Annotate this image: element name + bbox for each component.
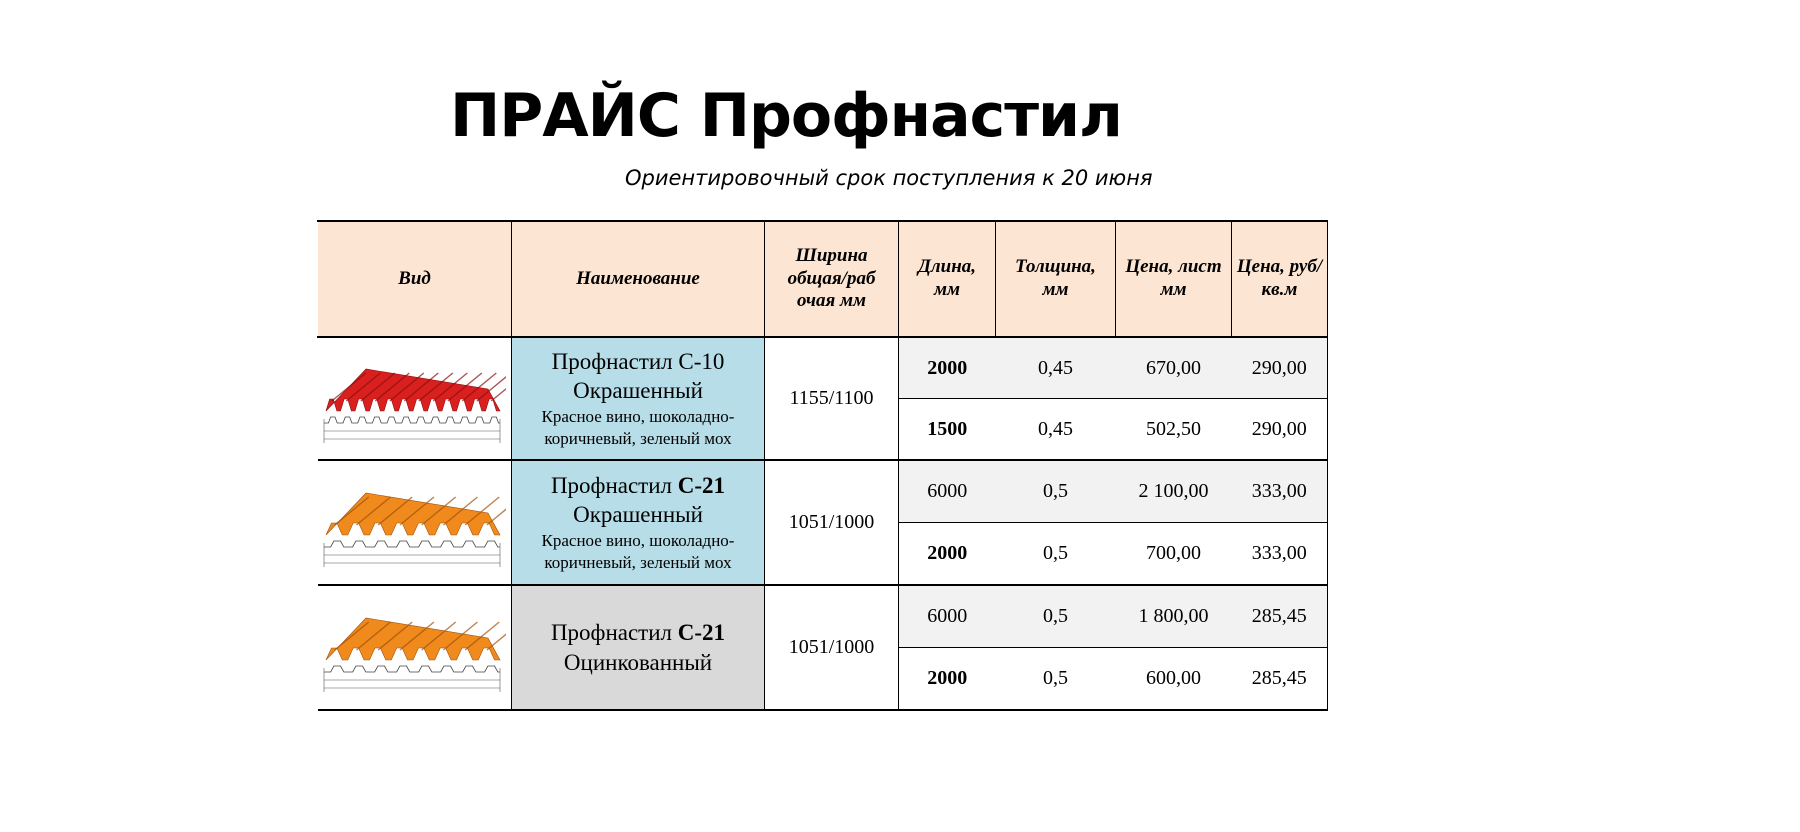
page-title: ПРАЙС Профнастил xyxy=(450,81,1122,151)
product-name-prefix: Профнастил xyxy=(550,472,678,498)
product-type: Окрашенный xyxy=(573,378,703,404)
header-length: Длина, мм xyxy=(899,221,996,337)
price-sheet-cell: 502,50 xyxy=(1116,399,1232,461)
price-sqm-cell: 290,00 xyxy=(1232,399,1328,461)
header-row xyxy=(318,221,1328,337)
length-cell: 2000 xyxy=(899,337,996,399)
header-width: Ширина общая/раб очая мм xyxy=(765,221,899,337)
price-sheet-cell: 700,00 xyxy=(1116,523,1232,586)
page-subtitle: Ориентировочный срок поступления к 20 июня xyxy=(625,166,1153,190)
product-colors: Красное вино, шоколадно-коричневый, зеленый мох xyxy=(541,407,735,449)
product-width: 1051/1000 xyxy=(765,460,899,585)
product-name xyxy=(512,347,764,407)
product-code: С-21 xyxy=(677,472,726,498)
price-sqm-cell: 285,45 xyxy=(1232,585,1328,648)
thickness-cell: 0,5 xyxy=(996,523,1116,586)
product-width: 1051/1000 xyxy=(765,585,899,710)
product-name-cell xyxy=(512,337,765,460)
product-name-prefix: Профнастил xyxy=(550,619,678,645)
length-cell: 6000 xyxy=(899,460,996,523)
table-row xyxy=(318,585,1328,648)
thickness-cell: 0,45 xyxy=(996,337,1116,399)
thickness-cell: 0,5 xyxy=(996,460,1116,523)
thickness-cell: 0,45 xyxy=(996,399,1116,461)
length-cell: 1500 xyxy=(899,399,996,461)
red-profiled-sheet-icon xyxy=(318,337,512,460)
orange-profiled-sheet-icon xyxy=(318,460,512,585)
price-sqm-cell: 290,00 xyxy=(1232,337,1328,399)
product-type: Окрашенный xyxy=(573,502,703,528)
price-sheet-cell: 2 100,00 xyxy=(1116,460,1232,523)
table-row xyxy=(318,460,1328,523)
price-sqm-cell: 333,00 xyxy=(1232,523,1328,586)
length-cell: 2000 xyxy=(899,523,996,586)
product-code: С-10 xyxy=(678,348,725,374)
price-sheet-cell: 600,00 xyxy=(1116,648,1232,711)
product-name-cell xyxy=(512,460,765,585)
product-type: Оцинкованный xyxy=(563,649,713,675)
thickness-cell: 0,5 xyxy=(996,585,1116,648)
product-name xyxy=(512,618,764,678)
price-sqm-cell: 333,00 xyxy=(1232,460,1328,523)
thickness-cell: 0,5 xyxy=(996,648,1116,711)
orange-profiled-sheet-icon xyxy=(318,585,512,710)
price-sheet-cell: 1 800,00 xyxy=(1116,585,1232,648)
header-name: Наименование xyxy=(512,221,765,337)
table-row xyxy=(318,337,1328,399)
price-table xyxy=(317,220,1328,711)
header-price-sheet: Цена, лист мм xyxy=(1116,221,1232,337)
header-thickness: Толщина, мм xyxy=(996,221,1116,337)
product-name-prefix: Профнастил xyxy=(551,348,679,374)
header-vid: Вид xyxy=(318,221,512,337)
product-width: 1155/1100 xyxy=(765,337,899,460)
length-cell: 2000 xyxy=(899,648,996,711)
product-code: С-21 xyxy=(677,619,726,645)
product-colors: Красное вино, шоколадно-коричневый, зеленый мох xyxy=(541,531,735,573)
price-sheet-cell: 670,00 xyxy=(1116,337,1232,399)
product-name xyxy=(512,471,764,531)
length-cell: 6000 xyxy=(899,585,996,648)
product-name-cell xyxy=(512,585,765,710)
header-price-sqm: Цена, руб/кв.м xyxy=(1232,221,1328,337)
price-sqm-cell: 285,45 xyxy=(1232,648,1328,711)
